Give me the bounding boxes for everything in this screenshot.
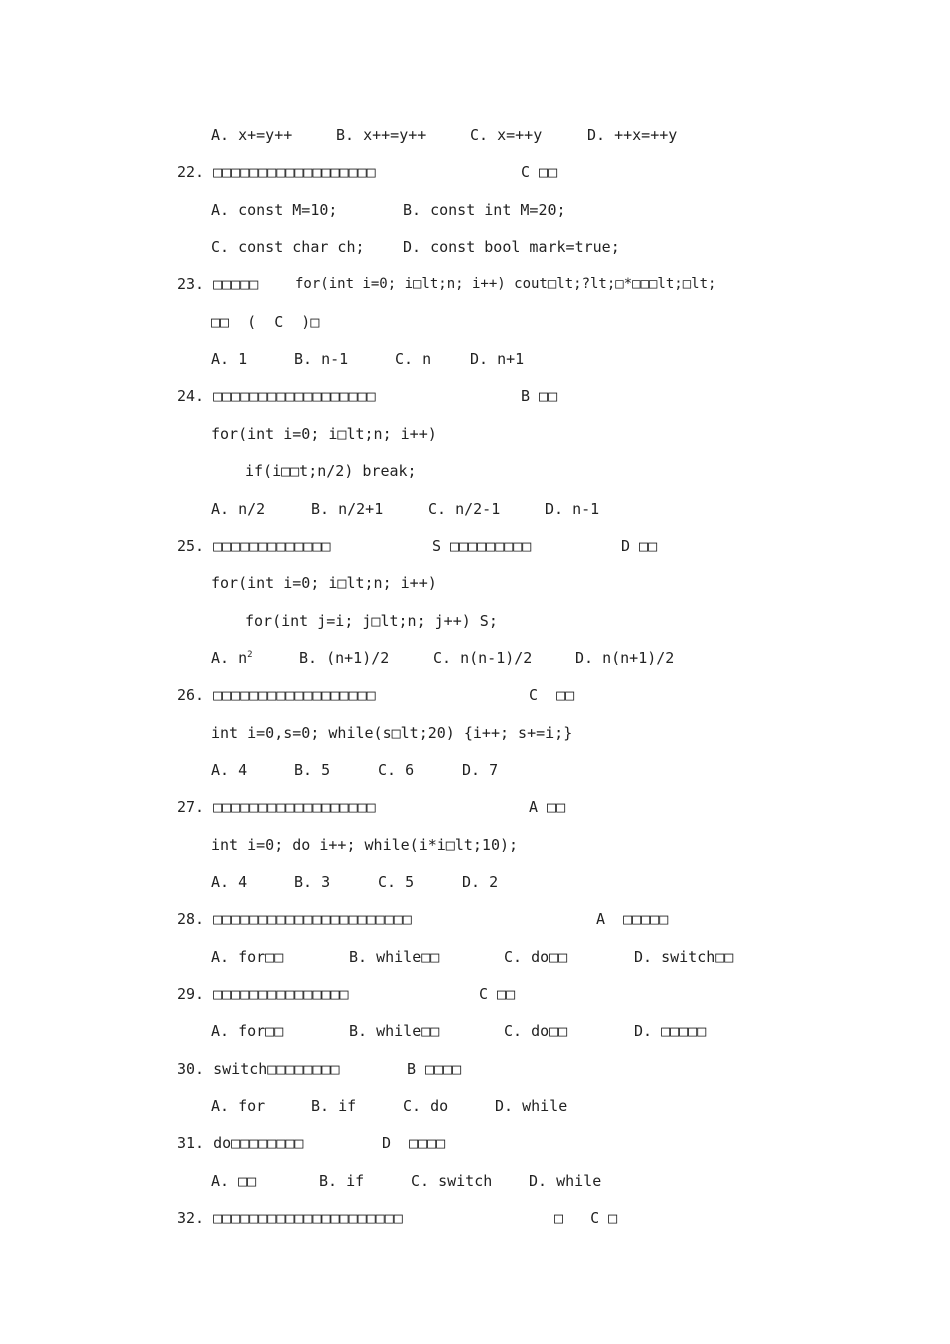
option-b: B. 3 [294, 873, 331, 891]
option-d: D. ++x=++y [587, 126, 678, 144]
question-text: 27. □□□□□□□□□□□□□□□□□□ [177, 798, 376, 816]
code-text: for(int j=i; j□lt;n; j++) S; [245, 612, 498, 630]
option-c: C. do□□ [504, 948, 568, 966]
option-d: D. const bool mark=true; [403, 238, 620, 256]
option-c: C. 5 [378, 873, 415, 891]
question-text: 29. □□□□□□□□□□□□□□□ [177, 985, 349, 1003]
option-c: C. switch [411, 1172, 493, 1190]
option-d: D. n(n+1)/2 [575, 649, 675, 667]
option-d: D. □□□□□ [634, 1022, 707, 1040]
option-c: C. x=++y [470, 126, 543, 144]
answer-mark: □ C □ [554, 1209, 618, 1227]
option-d: D. while [529, 1172, 602, 1190]
answer-mark: C □□ [479, 985, 516, 1003]
option-d: D. 2 [462, 873, 499, 891]
option-a: A. 4 [211, 873, 248, 891]
question-text: 22. □□□□□□□□□□□□□□□□□□ [177, 163, 376, 181]
code-text: int i=0; do i++; while(i*i□lt;10); [211, 836, 519, 854]
question-text: 24. □□□□□□□□□□□□□□□□□□ [177, 387, 376, 405]
option-b: B. while□□ [349, 948, 440, 966]
code-text: int i=0,s=0; while(s□lt;20) {i++; s+=i;} [211, 724, 573, 742]
answer-mark: B □□ [521, 387, 558, 405]
code-text: if(i□□t;n/2) break; [245, 462, 417, 480]
question-text: 25. □□□□□□□□□□□□□ [177, 537, 331, 555]
option-a: A. 1 [211, 350, 248, 368]
option-d: D. 7 [462, 761, 499, 779]
code-text: for(int i=0; i□lt;n; i++) [211, 574, 437, 592]
question-text: 32. □□□□□□□□□□□□□□□□□□□□□ [177, 1209, 403, 1227]
option-b: B. 5 [294, 761, 331, 779]
option-c: C. 6 [378, 761, 415, 779]
option-a: A. for [211, 1097, 266, 1115]
option-a: A. 4 [211, 761, 248, 779]
answer-mark: C □□ [521, 163, 558, 181]
option-a-text: A. n [211, 649, 248, 667]
question-text: 30. switch□□□□□□□□ [177, 1060, 340, 1078]
option-d: D. n-1 [545, 500, 600, 518]
option-a: A. const M=10; [211, 201, 338, 219]
option-a: A. x+=y++ [211, 126, 293, 144]
option-d: D. while [495, 1097, 568, 1115]
answer-mark: B □□□□ [407, 1060, 462, 1078]
option-a: A. for□□ [211, 948, 284, 966]
option-d: D. n+1 [470, 350, 525, 368]
option-c: C. n(n-1)/2 [433, 649, 533, 667]
option-b: B. x++=y++ [336, 126, 427, 144]
code-text: for(int i=0; i□lt;n; i++) cout□lt;?lt;□*□□□lt;□lt; [295, 276, 717, 292]
answer-mark: C □□ [529, 686, 575, 704]
option-a: A. □□ [211, 1172, 257, 1190]
option-a: A. n/2 [211, 500, 266, 518]
option-b: B. while□□ [349, 1022, 440, 1040]
option-a: A. for□□ [211, 1022, 284, 1040]
option-b: B. if [311, 1097, 357, 1115]
option-b: B. if [319, 1172, 365, 1190]
option-c: C. const char ch; [211, 238, 365, 256]
code-text: for(int i=0; i□lt;n; i++) [211, 425, 437, 443]
option-a [211, 649, 253, 667]
option-d: D. switch□□ [634, 948, 734, 966]
question-text: 23. □□□□□ [177, 275, 259, 293]
option-c: C. do□□ [504, 1022, 568, 1040]
question-text: 31. do□□□□□□□□ [177, 1134, 304, 1152]
question-text-cont: S □□□□□□□□□ [432, 537, 532, 555]
option-c: C. n [395, 350, 432, 368]
answer-mark: A □□□□□ [596, 910, 669, 928]
question-text: 28. □□□□□□□□□□□□□□□□□□□□□□ [177, 910, 412, 928]
question-23 [177, 275, 717, 347]
option-c: C. n/2-1 [428, 500, 501, 518]
option-b: B. n/2+1 [311, 500, 384, 518]
answer-mark: D □□ [621, 537, 658, 555]
answer-mark: D □□□□ [382, 1134, 446, 1152]
question-text: 26. □□□□□□□□□□□□□□□□□□ [177, 686, 376, 704]
question-32 [177, 1209, 618, 1281]
option-b: B. const int M=20; [403, 201, 566, 219]
option-c: C. do [403, 1097, 449, 1115]
answer-mark: □□ ( C )□ [211, 313, 320, 331]
answer-mark: A □□ [529, 798, 566, 816]
option-b: B. n-1 [294, 350, 349, 368]
option-b: B. (n+1)/2 [299, 649, 390, 667]
superscript-2: 2 [247, 650, 253, 660]
